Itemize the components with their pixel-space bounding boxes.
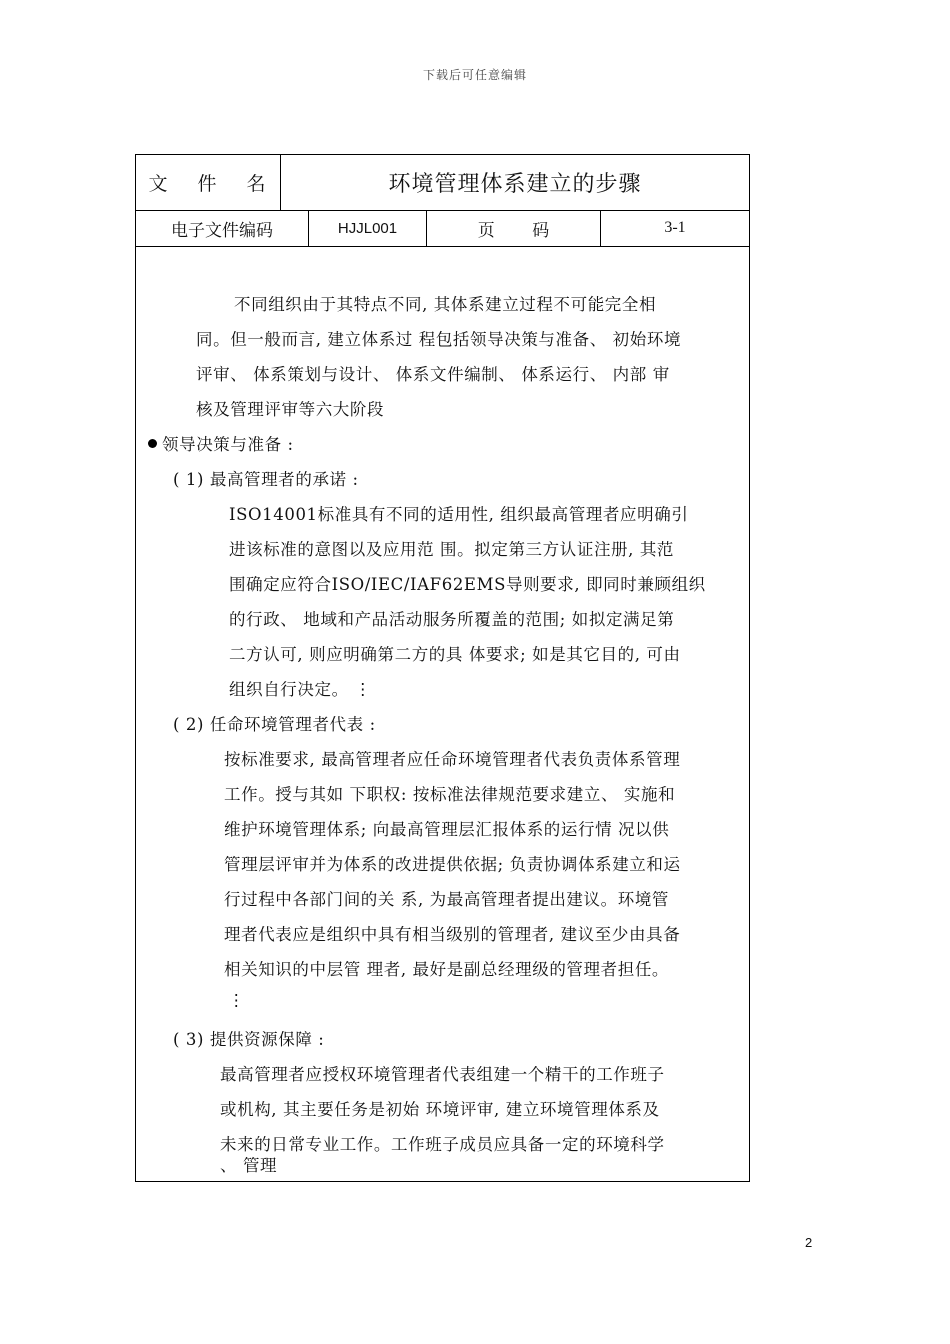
- section-line: 行过程中各部门间的关 系, 为最高管理者提出建议。环境管: [224, 890, 670, 909]
- page-number: 2: [805, 1235, 813, 1250]
- section-line: 二方认可, 则应明确第二方的具 体要求; 如是其它目的, 可由: [229, 645, 681, 664]
- section-line: 维护环境管理体系; 向最高管理层汇报体系的运行情 况以供: [224, 820, 670, 839]
- section-line: 相关知识的中层管 理者, 最好是副总经理级的管理者担任。: [224, 960, 670, 979]
- bullet-icon: [148, 439, 157, 448]
- section-heading: ( 1) 最高管理者的承诺 :: [173, 470, 359, 489]
- section-line: ISO14001标准具有不同的适用性, 组织最高管理者应明确引: [229, 505, 689, 524]
- intro-line: 评审、 体系策划与设计、 体系文件编制、 体系运行、 内部 审: [196, 365, 670, 384]
- section-line: 的行政、 地域和产品活动服务所覆盖的范围; 如拟定满足第: [229, 610, 675, 629]
- section-line: 管理层评审并为体系的改进提供依据; 负责协调体系建立和运: [224, 855, 681, 874]
- section-line: 最高管理者应授权环境管理者代表组建一个精干的工作班子: [220, 1065, 665, 1084]
- document-title: 环境管理体系建立的步骤: [388, 172, 642, 197]
- intro-line: 不同组织由于其特点不同, 其体系建立过程不可能完全相: [234, 295, 657, 314]
- file-name-label: 文 件 名: [136, 155, 281, 210]
- section-heading: ( 2) 任命环境管理者代表 :: [173, 715, 376, 734]
- section-heading: ( 3) 提供资源保障 :: [173, 1030, 325, 1049]
- section-line: 围确定应符合ISO/IEC/IAF62EMS导则要求, 即同时兼顾组织: [229, 575, 706, 594]
- meta-row: [136, 210, 749, 247]
- document-table: [135, 154, 750, 1182]
- title-row: [136, 155, 749, 211]
- page-label: 页 码: [427, 210, 601, 246]
- intro-line: 同。但一般而言, 建立体系过 程包括领导决策与准备、 初始环境: [196, 330, 682, 349]
- section-line: 、 管理: [220, 1156, 278, 1175]
- file-code-value: HJJL001: [309, 210, 427, 246]
- section-line: 组织自行决定。 ⋮: [229, 680, 372, 699]
- file-code-label: 电子文件编码: [136, 210, 309, 246]
- page-value: 3-1: [664, 219, 686, 236]
- section-line: 未来的日常专业工作。工作班子成员应具备一定的环境科学: [220, 1135, 665, 1154]
- header-note: 下载后可任意编辑: [422, 68, 527, 82]
- section-line: 或机构, 其主要任务是初始 环境评审, 建立环境管理体系及: [220, 1100, 660, 1119]
- section-line: 工作。授与其如 下职权: 按标准法律规范要求建立、 实施和: [224, 785, 676, 804]
- intro-line: 核及管理评审等六大阶段: [196, 400, 385, 419]
- section-line: ⋮: [228, 991, 246, 1010]
- bullet-heading-text: 领导决策与准备 :: [162, 435, 294, 454]
- document-body: [136, 247, 749, 1181]
- bullet-heading: [148, 431, 294, 455]
- section-line: 理者代表应是组织中具有相当级别的管理者, 建议至少由具备: [224, 925, 681, 944]
- section-line: 进该标准的意图以及应用范 围。拟定第三方认证注册, 其范: [229, 540, 675, 559]
- section-line: 按标准要求, 最高管理者应任命环境管理者代表负责体系管理: [224, 750, 681, 769]
